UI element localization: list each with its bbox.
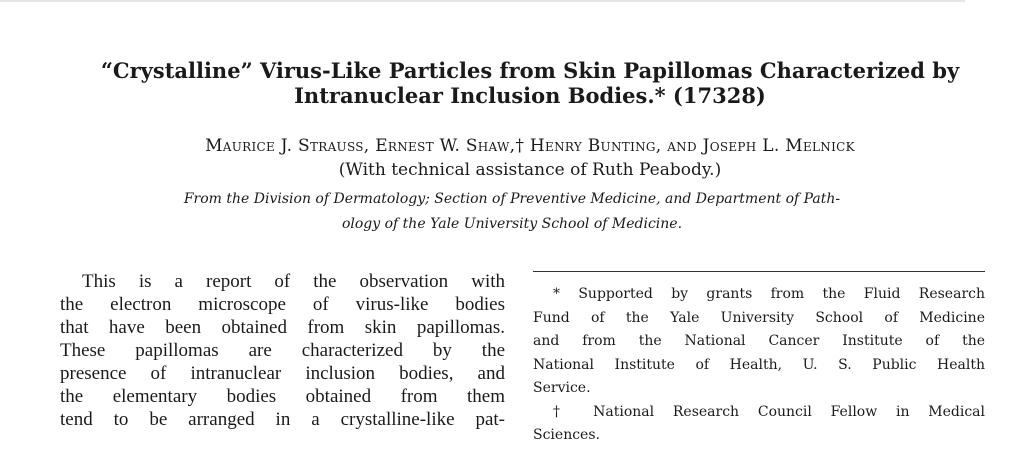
body-text-line: tend to be arranged in a crystalline-like pat- (60, 409, 505, 430)
body-text-line: These papillomas are characterized by the (60, 340, 505, 361)
footnote-line: Sciences. (533, 427, 600, 443)
author-list: Maurice J. Strauss, Ernest W. Shaw,† Henry Bunting, and Joseph L. Melnick (205, 136, 855, 156)
footnote-divider (533, 271, 985, 272)
footnote-line: Fund of the Yale University School of Medicine (533, 309, 985, 326)
top-divider (0, 0, 965, 2)
body-text-line: that have been obtained from skin papillomas. (60, 317, 505, 338)
footnote-line: Service. (533, 380, 591, 396)
footnote-line: and from the National Cancer Institute of the (533, 333, 985, 349)
body-text-line: presence of intranuclear inclusion bodies, and (60, 363, 505, 384)
footnote-line: * Supported by grants from the Fluid Research (553, 286, 985, 302)
body-text-line: This is a report of the observation with (82, 271, 505, 292)
body-text-column (60, 270, 505, 431)
technical-assistance-note: (With technical assistance of Ruth Peabody.) (338, 160, 722, 180)
affiliation-line-1: From the Division of Dermatology; Section of Preventive Medicine, and Department of Path- (183, 191, 841, 207)
affiliation-line-2: ology of the Yale University School of Medicine. (341, 216, 683, 232)
article-title-line-1: “Crystalline” Virus-Like Particles from Skin Papillomas Characterized by (100, 58, 960, 83)
article-title-line-2: Intranuclear Inclusion Bodies.* (17328) (294, 83, 766, 108)
footnotes (533, 283, 985, 448)
footnote-line: National Institute of Health, U. S. Public Health (533, 356, 985, 373)
footnote-line: † National Research Council Fellow in Medical (553, 403, 985, 420)
body-text-line: the electron microscope of virus-like bodies (60, 294, 505, 315)
body-text-line: the elementary bodies obtained from them (60, 386, 505, 407)
